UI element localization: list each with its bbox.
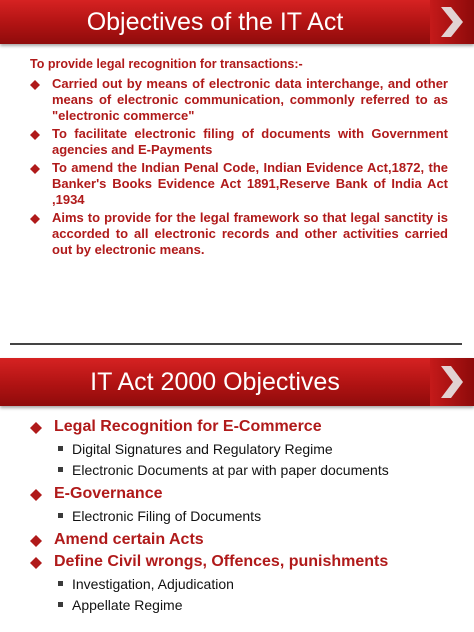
sub-item — [54, 595, 460, 616]
bullet-text: Carried out by means of electronic data interchange, and other means of electronic communication, commonly referred to as "electronic commerce" — [52, 76, 448, 123]
square-bullet-icon — [58, 513, 63, 518]
sub-list — [54, 506, 460, 527]
bullet-text: Aims to provide for the legal framework so that legal sanctity is accorded to all electronic records and other activities carried out by electronic means. — [52, 210, 448, 257]
title-bar — [0, 358, 474, 406]
objective-label: Define Civil wrongs, Offences, punishments — [54, 553, 389, 570]
list-item — [30, 483, 460, 527]
list-item — [30, 551, 460, 616]
diamond-bullet-icon — [30, 130, 40, 140]
bullet-list — [30, 76, 448, 260]
square-bullet-icon — [58, 446, 63, 451]
sub-item-label: Electronic Filing of Documents — [72, 508, 262, 524]
objective-label: Legal Recognition for E-Commerce — [54, 418, 322, 435]
bullet-text: To facilitate electronic filing of documents with Government agencies and E-Payments — [52, 126, 448, 157]
diamond-bullet-icon — [30, 557, 42, 569]
diamond-bullet-icon — [30, 535, 42, 547]
list-item — [30, 76, 448, 124]
list-item — [30, 529, 460, 551]
bullet-text: To amend the Indian Penal Code, Indian Evidence Act,1872, the Banker's Books Evidence Act 1891,Reserve Bank of India Act ,1934 — [52, 160, 448, 207]
square-bullet-icon — [58, 602, 63, 607]
sub-item — [54, 574, 460, 595]
square-bullet-icon — [58, 467, 63, 472]
sub-item-label: Electronic Documents at par with paper documents — [72, 462, 389, 478]
sub-item-label: Appellate Regime — [72, 597, 183, 613]
list-item — [30, 416, 460, 481]
slide-divider — [10, 343, 462, 345]
sub-list — [54, 574, 460, 616]
sub-item — [54, 439, 460, 460]
slide-title: Objectives of the IT Act — [86, 7, 344, 36]
slide-it-act-2000 — [0, 356, 474, 632]
sub-list — [54, 439, 460, 481]
diamond-bullet-icon — [30, 214, 40, 224]
square-bullet-icon — [58, 581, 63, 586]
sub-item-label: Investigation, Adjudication — [72, 576, 234, 592]
sub-item-label: Digital Signatures and Regulatory Regime — [72, 441, 333, 457]
sub-item — [54, 460, 460, 481]
sub-item — [54, 506, 460, 527]
title-bar — [0, 0, 474, 44]
objective-label: E-Governance — [54, 485, 163, 502]
diamond-bullet-icon — [30, 80, 40, 90]
objective-label: Amend certain Acts — [54, 531, 204, 548]
diamond-bullet-icon — [30, 489, 42, 501]
diamond-bullet-icon — [30, 164, 40, 174]
intro-text: To provide legal recognition for transactions:- — [30, 57, 303, 71]
slide-title: IT Act 2000 Objectives — [90, 367, 340, 396]
chevron-right-icon — [430, 0, 474, 44]
chevron-right-icon — [430, 358, 474, 406]
list-item — [30, 210, 448, 258]
list-item — [30, 160, 448, 208]
objective-list — [30, 416, 460, 618]
list-item — [30, 126, 448, 158]
diamond-bullet-icon — [30, 422, 42, 434]
